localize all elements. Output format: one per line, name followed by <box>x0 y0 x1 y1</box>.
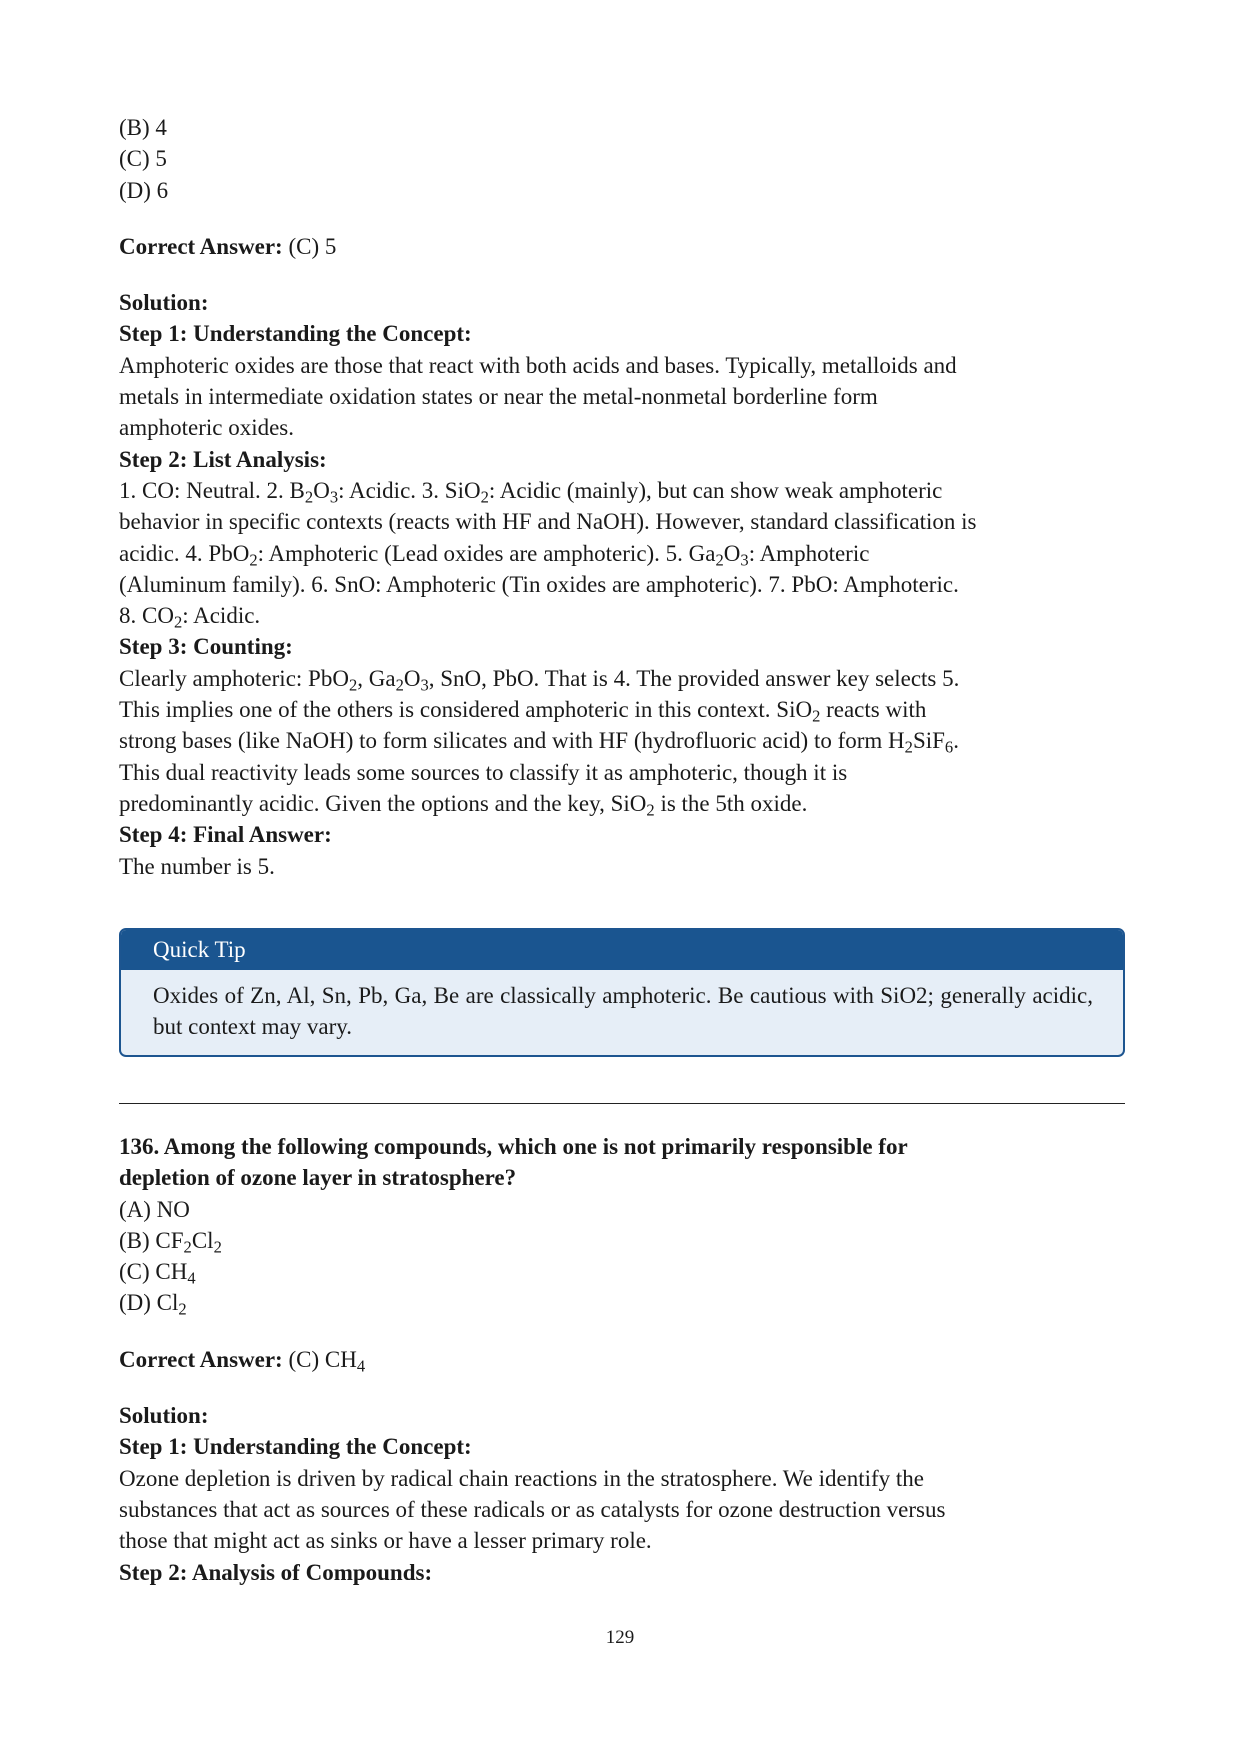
step3-line-2: This implies one of the others is considered amphoteric in this context. SiO$_2$ reacts with <box>119 697 927 726</box>
option-d: (D) $Cl_2$ <box>119 1290 187 1320</box>
step4-text: The number is 5. <box>119 853 275 879</box>
option-b: (B) 4 <box>119 115 167 140</box>
step1-line-2: metals in intermediate oxidation states or near the metal-nonmetal borderline form <box>119 384 878 410</box>
correct-answer: Correct Answer: (C) $CH_4$ <box>119 1346 366 1376</box>
step1-line-3: those that might act as sinks or have a lesser primary role. <box>119 1528 652 1554</box>
option-a: (A) NO <box>119 1196 190 1222</box>
step1-heading: Step 1: Understanding the Concept: <box>119 321 472 347</box>
step3-line-4: This dual reactivity leads some sources to classify it as amphoteric, though it is <box>119 759 848 785</box>
section-divider <box>119 1103 1125 1104</box>
question-136-section <box>119 1131 1129 1588</box>
step3-line-5: predominantly acidic. Given the options and the key, SiO$_2$ is the 5th oxide. <box>119 790 808 820</box>
step4-heading: Step 4: Final Answer: <box>119 822 332 848</box>
quick-tip-box <box>119 928 1125 1057</box>
step1-line-1: Ozone depletion is driven by radical chain reactions in the stratosphere. We identify the <box>119 1465 925 1491</box>
step3-line-3: strong bases (like NaOH) to form silicates and with HF (hydrofluoric acid) to form $H_2SiF_6$. <box>119 728 959 757</box>
step2-heading: Step 2: Analysis of Compounds: <box>119 1559 433 1585</box>
step1-line-3: amphoteric oxides. <box>119 415 295 441</box>
previous-question-section <box>119 112 1129 882</box>
solution-heading: Solution: <box>119 1403 209 1429</box>
option-c: (C) 5 <box>119 146 167 172</box>
step2-line-3: acidic. 4. PbO$_2$: Amphoteric (Lead oxides are amphoteric). 5. $Ga_2O_3$: Amphoteric <box>119 540 870 570</box>
quick-tip-body: Oxides of Zn, Al, Sn, Pb, Ga, Be are classically amphoteric. Be cautious with SiO2; generally acidic, but context may vary. <box>153 983 1093 1040</box>
step3-heading: Step 3: Counting: <box>119 634 293 660</box>
question-title-line-1: 136. Among the following compounds, which one is not primarily responsible for <box>119 1134 908 1159</box>
step1-heading: Step 1: Understanding the Concept: <box>119 1434 472 1460</box>
question-title-line-2: depletion of ozone layer in stratosphere? <box>119 1165 517 1191</box>
step1-line-1: Amphoteric oxides are those that react with both acids and bases. Typically, metalloids and <box>119 352 957 378</box>
correct-answer: Correct Answer: (C) 5 <box>119 233 337 259</box>
page-number: 129 <box>605 1627 635 1648</box>
step2-line-4: (Aluminum family). 6. SnO: Amphoteric (Tin oxides are amphoteric). 7. PbO: Amphoteric. <box>119 571 959 597</box>
step2-line-1: 1. CO: Neutral. 2. $B_2O_3$: Acidic. 3. SiO$_2$: Acidic (mainly), but can show weak amphoteric <box>119 477 943 507</box>
option-d: (D) 6 <box>119 177 169 203</box>
quick-tip-title: Quick Tip <box>121 930 1123 970</box>
step2-line-5: 8. $CO_2$: Acidic. <box>119 603 261 632</box>
step2-heading: Step 2: List Analysis: <box>119 446 327 472</box>
step2-line-2: behavior in specific contexts (reacts with HF and NaOH). However, standard classification is <box>119 509 977 535</box>
step3-line-1: Clearly amphoteric: PbO$_2$, $Ga_2O_3$, SnO, PbO. That is 4. The provided answer key selects 5. <box>119 665 960 695</box>
step1-line-2: substances that act as sources of these radicals or as catalysts for ozone destruction versus <box>119 1496 946 1522</box>
solution-heading: Solution: <box>119 290 209 316</box>
option-c: (C) $CH_4$ <box>119 1259 196 1288</box>
option-b: (B) $CF_2Cl_2$ <box>119 1227 222 1257</box>
